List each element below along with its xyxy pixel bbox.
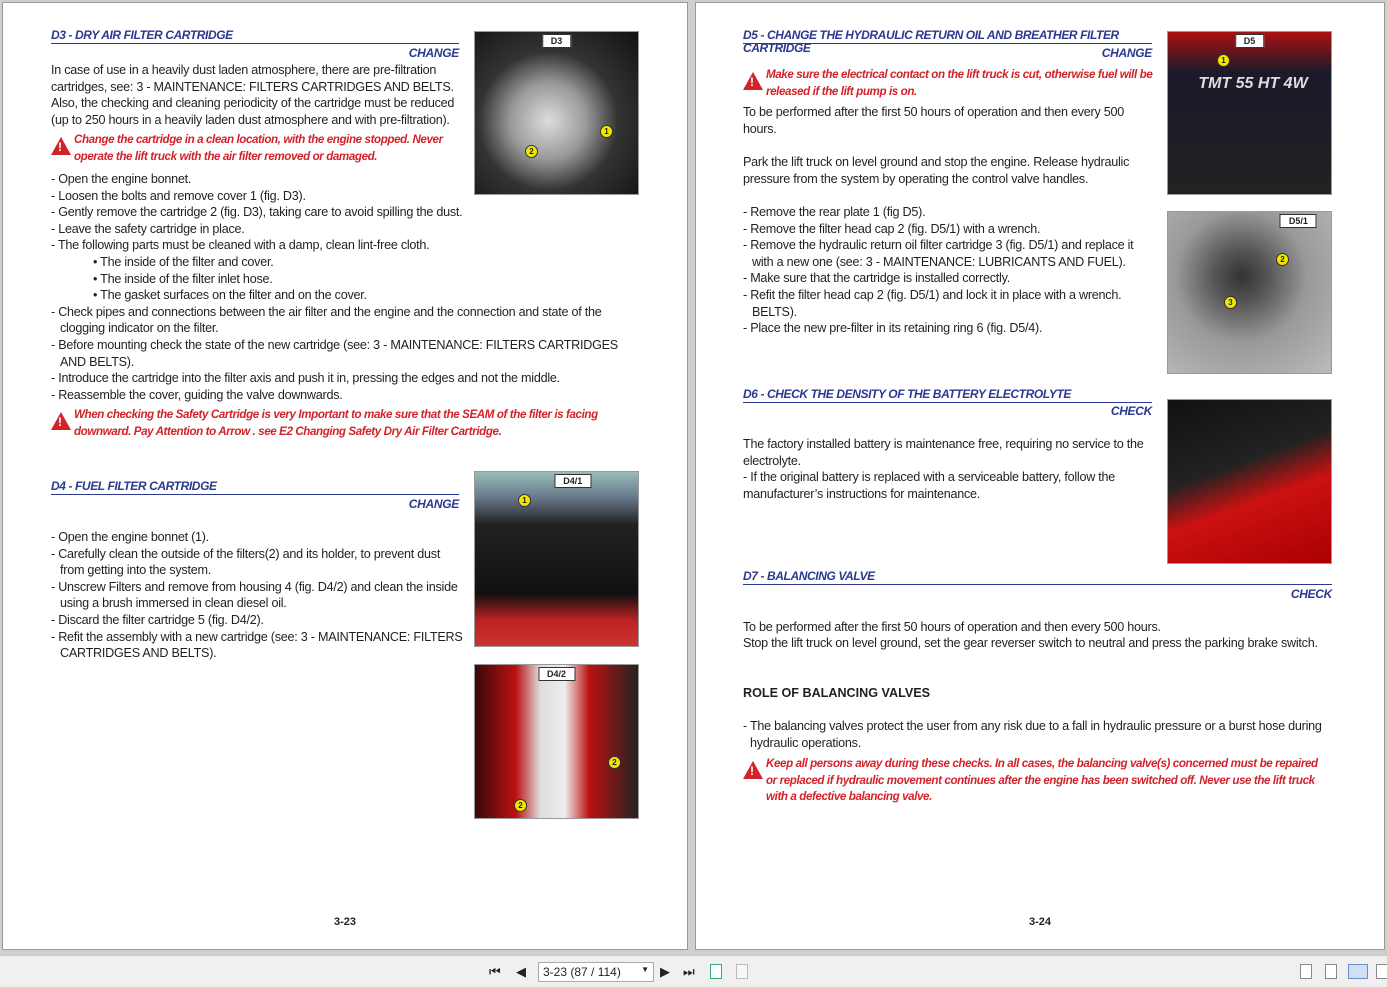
d5-para-1: To be performed after the first 50 hours of operation and then every 500 hours. (743, 105, 1125, 136)
figure-label: D3 (542, 34, 572, 48)
d6-para-2: - If the original battery is replaced with a serviceable battery, follow the manufacturer’s instructions for maintenance. (743, 470, 1116, 501)
list-item: - Remove the filter head cap 2 (fig. D5/1) with a wrench. (743, 221, 1041, 236)
d5-warning (743, 67, 1155, 100)
section-heading-d4: D4 - FUEL FILTER CARTRIDGE (51, 480, 459, 495)
page-number: 3-24 (1028, 916, 1052, 928)
page-selector[interactable] (538, 962, 654, 982)
viewer-toolbar (0, 955, 1387, 987)
list-item: - The following parts must be cleaned with a damp, clean lint-free cloth. (51, 238, 430, 253)
section-heading-d3: D3 - DRY AIR FILTER CARTRIDGE (51, 29, 459, 44)
list-item: - Remove the hydraulic return oil filter cartridge 3 (fig. D5/1) and replace it with a new one (see: 3 - MAINTENANCE: LUBRICANTS AND FUEL). (743, 238, 1134, 269)
chevron-down-icon: ▼ (641, 965, 649, 974)
d3-warning-1 (51, 132, 461, 165)
callout-pin: 1 (1217, 54, 1230, 67)
list-item: - Unscrew Filters and remove from housing 4 (fig. D4/2) and clean the inside using a brush immersed in clean diesel oil. (51, 579, 458, 611)
figure-d5-1-photo (1167, 211, 1332, 374)
list-item: • The inside of the filter inlet hose. (93, 271, 273, 286)
role-text: - The balancing valves protect the user from any risk due to a fall in hydraulic pressure or a burst hose during hydraulic operations. (743, 719, 1322, 750)
d3-action-tag: CHANGE (408, 46, 459, 60)
list-item: - Introduce the cartridge into the filter axis and push it in, pressing the edges and not the middle. (51, 371, 560, 386)
two-page-continuous-view-icon[interactable] (1376, 964, 1387, 979)
first-page-button[interactable]: ⏮ (489, 964, 501, 979)
next-page-button[interactable]: ▶ (660, 964, 670, 979)
d5-action-tag: CHANGE (1101, 46, 1152, 60)
d3-intro: In case of use in a heavily dust laden atmosphere, there are pre-filtration cartridges, see: 3 - MAINTENANCE: FILTERS CARTRIDGES AND BELTS. Also, the checking and cleaning periodicity of the cartridge must be reduced (up to 250 hours in a heavily laden dust atmosphere and with pre-filtration). (51, 63, 455, 127)
figure-label: D4/2 (538, 667, 575, 681)
copy-page-icon[interactable] (710, 964, 722, 979)
pdf-page-right (695, 2, 1385, 950)
d5-steps-list (743, 204, 1157, 337)
figure-d4-1-photo (474, 471, 639, 647)
list-item: - Refit the filter head cap 2 (fig. D5/1) and lock it in place with a wrench. BELTS). (743, 287, 1122, 319)
figure-d6-battery-photo (1167, 399, 1332, 564)
continuous-view-icon[interactable] (1325, 964, 1337, 979)
list-item: - Open the engine bonnet. (51, 172, 192, 186)
list-item: - Open the engine bonnet (1). (51, 530, 209, 544)
page-number: 3-23 (333, 916, 357, 928)
d4-steps-list (51, 529, 463, 662)
page-selector-value: 3-23 (87 / 114) (543, 965, 621, 979)
callout-pin: 2 (514, 799, 527, 812)
list-item: - Place the new pre-filter in its retaining ring 6 (fig. D5/4). (743, 321, 1043, 336)
list-item: - Check pipes and connections between the air filter and the engine and the connection and state of the clogging indicator on the filter. (51, 304, 602, 336)
callout-pin: 1 (518, 494, 531, 507)
list-item: - Discard the filter cartridge 5 (fig. D4/2). (51, 612, 264, 627)
pdf-page-left (2, 2, 688, 950)
figure-label: D5 (1235, 34, 1265, 48)
d7-warning (743, 756, 1328, 806)
list-item: - Carefully clean the outside of the filters(2) and its holder, to prevent dust from getting into the system. (51, 546, 441, 578)
warning-icon (51, 137, 71, 155)
figure-d3-photo (474, 31, 639, 195)
last-page-button[interactable]: ⏭ (683, 964, 695, 979)
warning-text: Keep all persons away during these checks. In all cases, the balancing valve(s) concerned must be repaired or replaced if hydraulic movement continues after the engine has been switched off. Never use the lift truck with a defective balancing valve. (766, 757, 1318, 803)
figure-d5-photo (1167, 31, 1332, 195)
d7-action-tag: CHECK (1290, 587, 1332, 601)
list-item: - Reassemble the cover, guiding the valve downwards. (51, 387, 343, 402)
d7-para-2: Stop the lift truck on level ground, set the gear reverser switch to neutral and press the parking brake switch. (743, 636, 1318, 650)
list-item: - Make sure that the cartridge is installed correctly. (743, 271, 1010, 286)
d7-para-1: To be performed after the first 50 hours of operation and then every 500 hours. (743, 620, 1161, 634)
machine-model-text: TMT 55 HT 4W (1198, 75, 1308, 92)
d6-para (743, 436, 1155, 502)
section-heading-d7: D7 - BALANCING VALVE (743, 570, 1332, 585)
warning-icon (51, 412, 71, 430)
list-item: - Refit the assembly with a new cartridge (see: 3 - MAINTENANCE: FILTERS CARTRIDGES AND BELTS). (51, 629, 463, 661)
section-heading-d5: D5 - CHANGE THE HYDRAULIC RETURN OIL AND BREATHER FILTER CARTRIDGE (743, 29, 1152, 44)
figure-label: D4/1 (554, 474, 591, 488)
list-item: - Before mounting check the state of the new cartridge (see: 3 - MAINTENANCE: FILTERS CARTRIDGES AND BELTS). (51, 337, 618, 369)
single-page-view-icon[interactable] (1300, 964, 1312, 979)
warning-text: Make sure the electrical contact on the lift truck is cut, otherwise fuel will be released if the lift pump is on. (766, 68, 1153, 98)
role-heading: ROLE OF BALANCING VALVES (743, 686, 931, 700)
list-item: • The inside of the filter and cover. (93, 254, 274, 269)
figure-label: D5/1 (1280, 214, 1317, 228)
warning-icon (743, 72, 763, 90)
two-page-view-icon[interactable] (1348, 964, 1368, 979)
d6-action-tag: CHECK (1110, 404, 1152, 418)
figure-d4-2-photo (474, 664, 639, 819)
list-item: - Gently remove the cartridge 2 (fig. D3), taking care to avoid spilling the dust. (51, 205, 463, 220)
d6-para-1: The factory installed battery is maintenance free, requiring no service to the electrolyte. (743, 437, 1144, 468)
list-item: • The gasket surfaces on the filter and on the cover. (93, 288, 367, 303)
list-item: - Loosen the bolts and remove cover 1 (fig. D3). (51, 188, 306, 203)
callout-pin: 2 (525, 145, 538, 158)
previous-page-button[interactable]: ◀ (516, 964, 526, 979)
warning-text: When checking the Safety Cartridge is very Important to make sure that the SEAM of the filter is facing downward. Pay Attention to Arrow . see E2 Changing Safety Dry Air Filter Cartridge. (74, 408, 598, 438)
d3-warning-2 (51, 407, 643, 440)
section-heading-d6: D6 - CHECK THE DENSITY OF THE BATTERY ELECTROLYTE (743, 388, 1152, 403)
list-item: - Remove the rear plate 1 (fig D5). (743, 205, 926, 219)
callout-pin: 2 (608, 756, 621, 769)
warning-icon (743, 761, 763, 779)
callout-pin: 3 (1224, 296, 1237, 309)
callout-pin: 1 (600, 125, 613, 138)
d5-para-2: Park the lift truck on level ground and stop the engine. Release hydraulic pressure from the system by operating the control valve handles. (743, 155, 1130, 186)
paste-page-icon[interactable] (736, 964, 748, 979)
warning-text: Change the cartridge in a clean location, with the engine stopped. Never operate the lift truck with the air filter removed or damaged. (74, 133, 443, 163)
d4-action-tag: CHANGE (408, 497, 459, 511)
d3-steps-list (51, 171, 643, 403)
list-item: - Leave the safety cartridge in place. (51, 221, 245, 236)
callout-pin: 2 (1276, 253, 1289, 266)
